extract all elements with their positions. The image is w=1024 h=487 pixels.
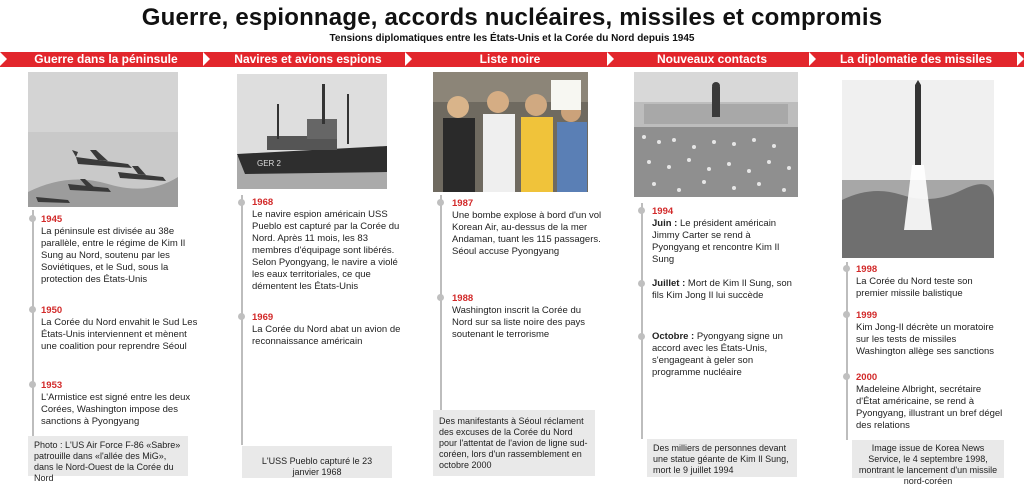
event-year: 1988 [452,293,474,304]
event-text: La Corée du Nord teste son premier missile balistique [856,276,973,299]
event-text: La Corée du Nord envahit le Sud Les États-Unis interviennent et mènent une coalition pour reprendre Séoul [41,317,198,352]
timeline-dot [238,313,245,320]
event-label: Juillet : [652,278,686,289]
event-year: 1969 [252,312,274,323]
event-year: 2000 [856,372,878,383]
event-text [652,331,800,379]
column-heading-spies: Navires et avions espions [234,52,382,66]
event-year: 1999 [856,310,878,321]
column-heading-war: Guerre dans la péninsule [34,52,178,66]
column-heading-contacts: Nouveaux contacts [656,52,768,66]
timeline-dot [29,215,36,222]
photo-caption: Des milliers de personnes devant une statue géante de Kim Il Sung, mort le 9 juillet 1994 [647,439,797,477]
timeline-dot [843,373,850,380]
timeline-dot [843,265,850,272]
timeline-line [440,195,442,410]
event-text [652,278,800,302]
event-text: Madeleine Albright, secrétaire d'État américaine, se rend à Pyongyang, illustrant un bref dégel des relations [856,384,1003,431]
timeline-line [241,195,243,445]
event-body: Pyongyang signe un accord avec les États-Unis, s'engageant à geler son programme nucléaire [652,331,783,378]
chevron-icon [0,52,7,66]
event-text: La péninsule est divisée au 38e parallèle, entre le régime de Kim Il Sung au Nord, soutenu par les Soviétiques, et le Sud, sous la protection des États-Unis [41,226,186,285]
event-year: 1945 [41,214,63,225]
photo-uss-pueblo [237,74,387,189]
page-title: Guerre, espionnage, accords nucléaires, missiles et compromis [141,4,883,31]
chevron-icon [607,52,614,66]
event-text: La Corée du Nord abat un avion de reconnaissance américain [252,324,401,347]
svg-text:GER 2: GER 2 [257,159,282,168]
event-text [652,218,800,266]
chevron-icon [203,52,210,66]
event-body: Mort de Kim Il Sung, son fils Kim Jong Il lui succède [652,278,792,301]
timeline-dot [437,294,444,301]
column-heading-blacklist: Liste noire [479,52,541,66]
photo-protesters [433,72,588,192]
timeline-dot [638,333,645,340]
timeline-dot [638,207,645,214]
ship-illustration [237,74,387,189]
event-text: Kim Jong-Il décrète un moratoire sur les tests de missiles Washington allège ses sanctions [856,322,995,357]
missile-illustration [842,80,994,258]
timeline-line [641,203,643,439]
photo-statue-crowd [634,72,798,197]
timeline-dot [29,306,36,313]
column-heading-missiles: La diplomatie des missiles [839,52,993,66]
chevron-icon [809,52,816,66]
event-year: 1953 [41,380,63,391]
event-year: 1968 [252,197,274,208]
timeline-dot [638,280,645,287]
event-year: 1950 [41,305,63,316]
event-text: Une bombe explose à bord d'un vol Korean Air, au-dessus de la mer Andaman, tuant les 115 passagers. Séoul accuse Pyongyang [452,210,602,257]
timeline-dot [238,199,245,206]
photo-missile-launch [842,80,994,258]
chevron-icon [1017,52,1024,66]
timeline-dot [437,199,444,206]
protesters-illustration [433,72,588,192]
event-year: 1998 [856,264,878,275]
event-year: 1987 [452,198,474,209]
event-text: Washington inscrit la Corée du Nord sur sa liste noire des pays soutenant le terrorisme [452,305,586,340]
event-body: Le président américain Jimmy Carter se rend à Pyongyang et rencontre Kim Il Sung [652,218,780,265]
photo-caption: Image issue de Korea News Service, le 4 septembre 1998, montrant le lancement d'un missile nord-coréen [852,440,1004,478]
event-year: 1994 [652,206,674,217]
timeline-dot [29,381,36,388]
timeline-line [846,262,848,440]
crowd-illustration [634,72,798,197]
event-text: L'Armistice est signé entre les deux Corées, Washington impose des sanctions à Pyongyang [41,392,191,427]
page-subtitle: Tensions diplomatiques entre les États-Unis et la Corée du Nord depuis 1945 [329,33,695,44]
timeline-dot [843,311,850,318]
photo-caption: L'USS Pueblo capturé le 23 janvier 1968 [242,446,392,478]
timeline-line [32,210,34,440]
event-label: Juin : [652,218,678,229]
photo-caption: Photo : L'US Air Force F-86 «Sabre» patrouille dans «l'allée des MiG», dans le Nord-Ouest de la Corée du Nord [28,436,188,476]
photo-sabre-jets [28,72,178,207]
chevron-icon [405,52,412,66]
photo-caption: Des manifestants à Séoul réclament des excuses de la Corée du Nord pour l'attentat de l'avion de ligne sud-coréen, lors d'un rassemblement en octobre 2000 [433,410,595,476]
event-text: Le navire espion américain USS Pueblo est capturé par la Corée du Nord. Après 11 mois, les 83 membres d'équipage sont libérés. Selon Pyongyang, le navire a violé les eaux territoriales, ce que démentent les États-Unis [252,209,400,292]
event-label: Octobre : [652,331,695,342]
jets-illustration [28,72,178,207]
